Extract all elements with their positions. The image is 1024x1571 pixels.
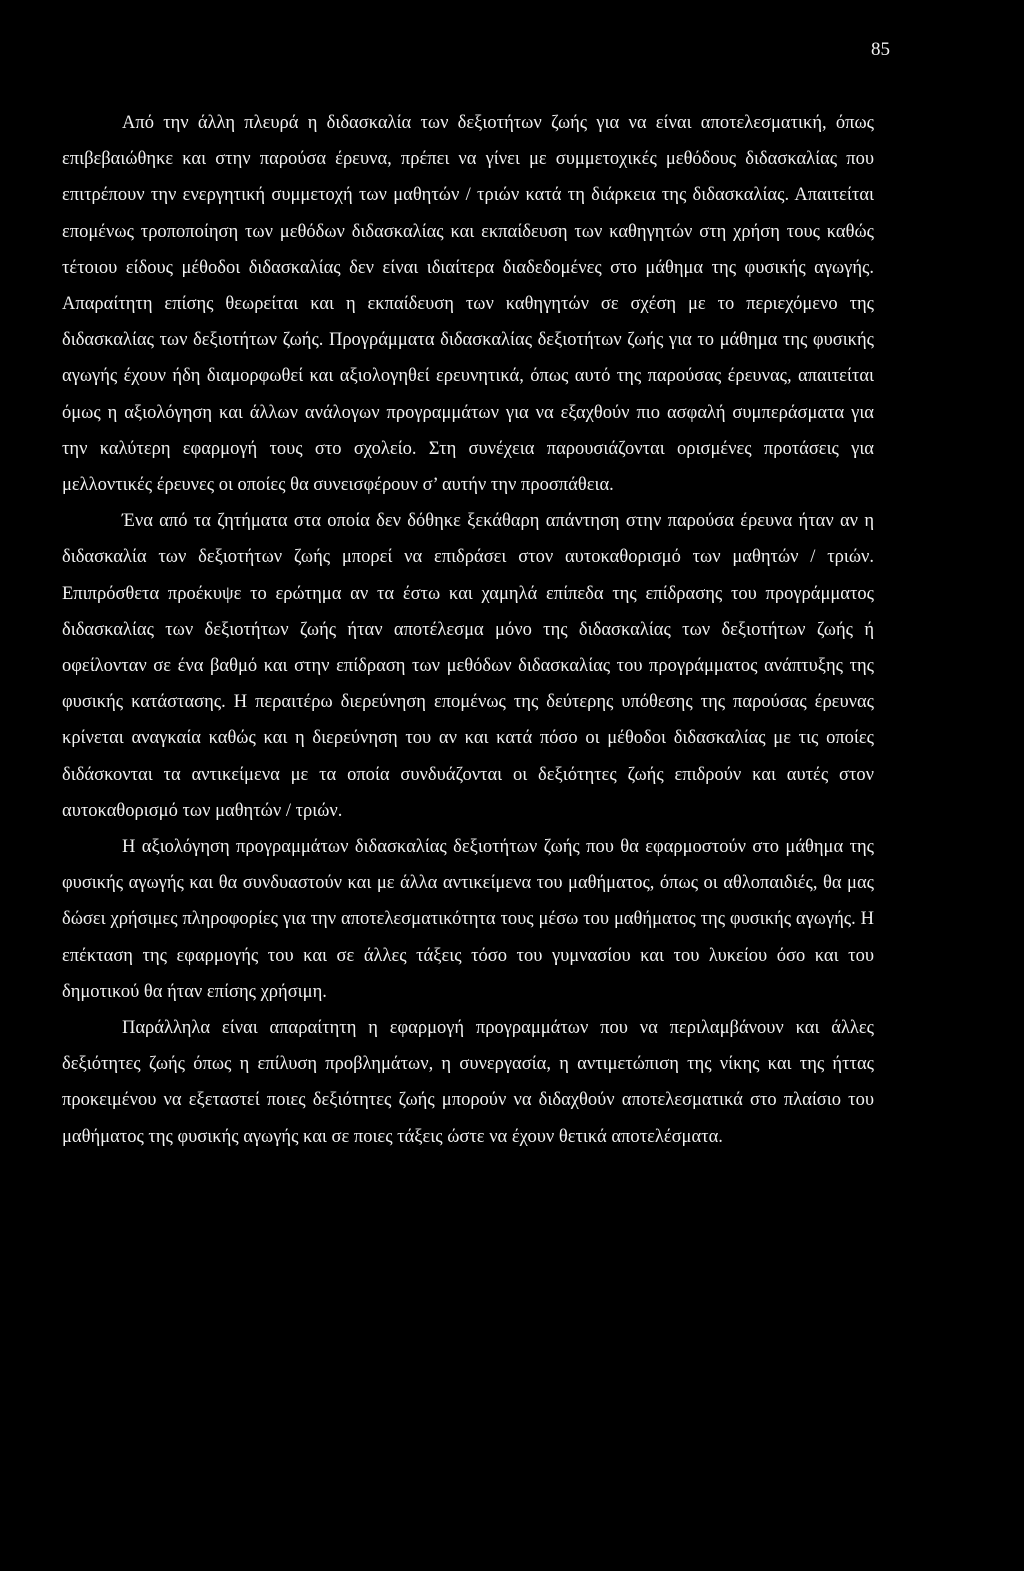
paragraph-4: Παράλληλα είναι απαραίτητη η εφαρμογή προγραμμάτων που να περιλαμβάνουν και άλλες δεξιότητες ζωής όπως η επίλυση προβλημάτων, η συνεργασία, η αντιμετώπιση της νίκης και της ήττας προκειμένου να εξεταστεί ποιες δεξιότητες ζωής μπορούν να διδαχθούν αποτελεσματικά στο πλαίσιο του μαθήματος της φυσικής αγωγής και σε ποιες τάξεις ώστε να έχουν θετικά αποτελέσματα. — [62, 1018, 874, 1147]
page-number: 85 — [871, 39, 890, 60]
paragraph-2: Ένα από τα ζητήματα στα οποία δεν δόθηκε ξεκάθαρη απάντηση στην παρούσα έρευνα ήταν αν η διδασκαλία των δεξιοτήτων ζωής μπορεί να επιδράσει στον αυτοκαθορισμό των μαθητών / τριών. Επιπρόσθετα προέκυψε το ερώτημα αν τα έστω και χαμηλά επίπεδα της επίδρασης του προγράμματος διδασκαλίας των δεξιοτήτων ζωής ήταν αποτέλεσμα μόνο της διδασκαλίας των δεξιοτήτων ζωής ή οφείλονταν σε ένα βαθμό και στην επίδραση των μεθόδων διδασκαλίας του προγράμματος ανάπτυξης της φυσικής κατάστασης. Η περαιτέρω διερεύνηση επομένως της δεύτερης υπόθεσης της παρούσας έρευνας κρίνεται αναγκαία καθώς και η διερεύνηση του αν και κατά πόσο οι μέθοδοι διδασκαλίας με τις οποίες διδάσκονται τα αντικείμενα με τα οποία συνδυάζονται οι δεξιότητες ζωής επιδρούν και αυτές στον αυτοκαθορισμό των μαθητών / τριών. — [62, 511, 874, 821]
body-text — [62, 105, 874, 1155]
paragraph-1: Από την άλλη πλευρά η διδασκαλία των δεξιοτήτων ζωής για να είναι αποτελεσματική, όπως επιβεβαιώθηκε και στην παρούσα έρευνα, πρέπει να γίνει με συμμετοχικές μεθόδους διδασκαλίας που επιτρέπουν την ενεργητική συμμετοχή των μαθητών / τριών κατά τη διάρκεια της διδασκαλίας. Απαιτείται επομένως τροποποίηση των μεθόδων διδασκαλίας και εκπαίδευση των καθηγητών στη χρήση τους καθώς τέτοιου είδους μέθοδοι διδασκαλίας δεν είναι ιδιαίτερα διαδεδομένες στο μάθημα της φυσικής αγωγής. Απαραίτητη επίσης θεωρείται και η εκπαίδευση των καθηγητών σε σχέση με το περιεχόμενο της διδασκαλίας των δεξιοτήτων ζωής. Προγράμματα διδασκαλίας δεξιοτήτων ζωής για το μάθημα της φυσικής αγωγής έχουν ήδη διαμορφωθεί και αξιολογηθεί ερευνητικά, όπως αυτό της παρούσας έρευνας, απαιτείται όμως η αξιολόγηση και άλλων ανάλογων προγραμμάτων για να εξαχθούν πιο ασφαλή συμπεράσματα για την καλύτερη εφαρμογή τους στο σχολείο. Στη συνέχεια παρουσιάζονται ορισμένες προτάσεις για μελλοντικές έρευνες οι οποίες θα συνεισφέρουν σ’ αυτήν την προσπάθεια. — [62, 113, 874, 496]
paragraph-3: Η αξιολόγηση προγραμμάτων διδασκαλίας δεξιοτήτων ζωής που θα εφαρμοστούν στο μάθημα της φυσικής αγωγής και θα συνδυαστούν και με άλλα αντικείμενα του μαθήματος, όπως οι αθλοπαιδιές, θα μας δώσει χρήσιμες πληροφορίες για την αποτελεσματικότητα τους μέσω του μαθήματος της φυσικής αγωγής. Η επέκταση της εφαρμογής του και σε άλλες τάξεις τόσο του γυμνασίου και του λυκείου όσο και του δημοτικού θα ήταν επίσης χρήσιμη. — [62, 837, 874, 1002]
